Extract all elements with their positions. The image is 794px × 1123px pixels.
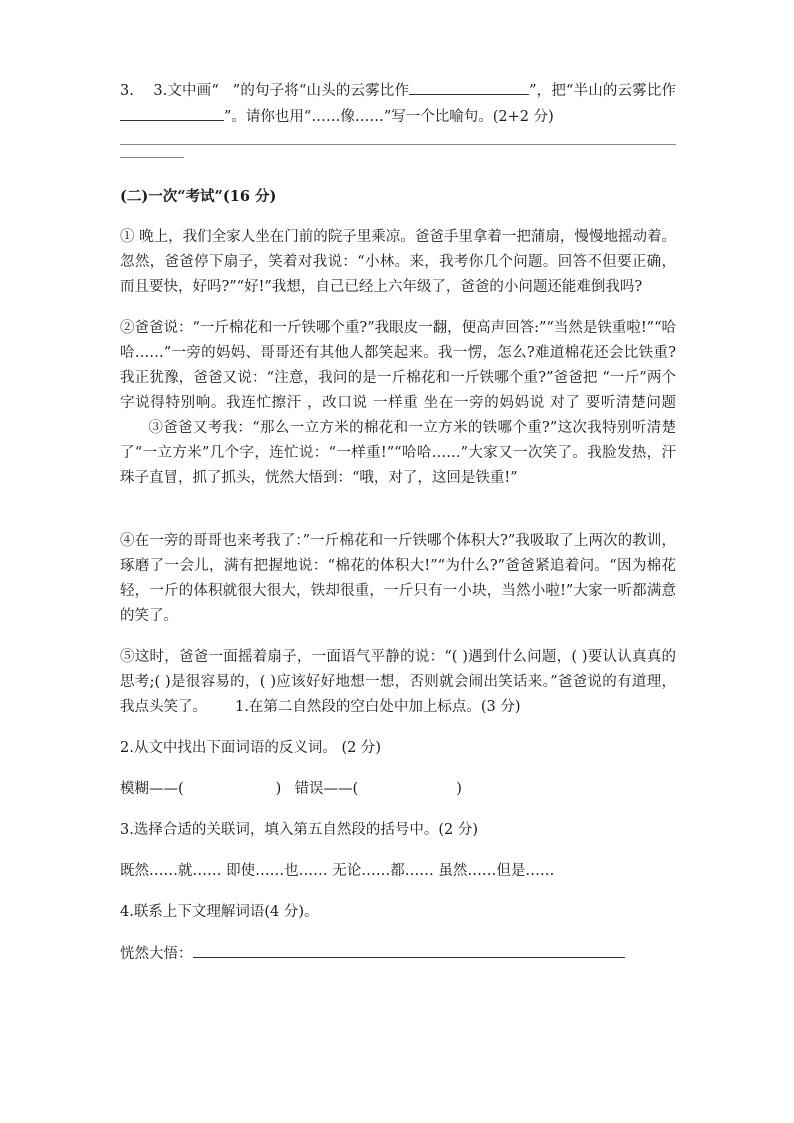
question-1: 1.在第二自然段的空白处中加上标点。(3 分) (235, 699, 521, 715)
question-2-answers (120, 777, 676, 802)
question-3-text-d: 的云雾比作 (602, 83, 676, 99)
antonym-prompt-1: 模糊——( (120, 781, 184, 797)
question-3-conjunctions: 3.选择合适的关联词，填入第五自然段的括号中。(2 分) (120, 822, 478, 838)
antonym-paren-1: ) (275, 781, 282, 797)
antonym-paren-2: ) (456, 781, 462, 797)
passage-paragraph-2-text: ②爸爸说：“一斤棉花和一斤铁哪个重?”我眼皮一翻，便高声回答:”“当然是铁重啦!”“哈哈……”一旁的妈妈、哥哥还有其他人都笑起来。我一愣，怎么?难道棉花还会比铁重?我正犹豫，爸爸又说：“注意，我问的是一斤棉花和一斤铁哪个重?”爸爸把 “一斤”两个字说得特别响。我连忙擦汗 ，改口说 一样重 坐在一旁的妈妈说 对了 要听清楚问题 (120, 320, 676, 411)
passage-paragraph-5 (120, 645, 676, 720)
answer-line-word[interactable] (193, 941, 625, 958)
passage-paragraph-3-text: ③爸爸又考我：“那么一立方米的棉花和一立方米的铁哪个重?”这次我特别听清楚了“一立方米”几个字，连忙说：“一样重!”“哈哈……”大家又一次笑了。我脸发热，汗珠子直冒，抓了抓头，恍然大悟到：“哦，对了，这回是铁重!” (120, 420, 676, 486)
question-4: 4.联系上下文理解词语(4 分)。 (120, 904, 319, 920)
passage-paragraph-2 (120, 316, 676, 491)
question-3-text-e: ”。请你也用“……像……”写一个比喻句。(2+2 分) (224, 109, 554, 125)
conjunction-options: 既然……就…… 即使……也…… 无论……都…… 虽然……但是…… (120, 863, 555, 879)
section-title: (二)一次“考试”(16 分) (120, 188, 277, 205)
word-label: 恍然大悟： (120, 946, 193, 962)
question-4-answer (120, 941, 676, 967)
answer-blank-2[interactable] (120, 104, 224, 121)
antonym-prompt-2: 错误——( (294, 781, 359, 797)
worksheet-page (120, 78, 676, 967)
question-3-number: 3. (120, 83, 134, 99)
question-3-text-c: ”，把“半山 (529, 83, 603, 99)
passage-paragraph-5-text: ⑤这时，爸爸一面摇着扇子，一面语气平静的说：“( )遇到什么问题，( )要认认真真的思考;( )是很容易的，( )应该好好地想一想，否则就会闹出笑话来。”爸爸说的有道理，我点头笑了。 (120, 649, 676, 715)
answer-line-continued[interactable] (120, 157, 184, 158)
question-3-text-b: ”的句子将“山头的云雾比作 (232, 83, 410, 99)
question-3 (120, 78, 676, 130)
passage-paragraph-1: ① 晚上，我们全家人坐在门前的院子里乘凉。爸爸手里拿着一把蒲扇，慢慢地摇动着。 忽然，爸爸停下扇子，笑着对我说：“小林。来，我考你几个问题。回答不但要正确，而且要快，好吗?”“好!”我想，自己已经上六年级了，爸爸的小问题还能难倒我吗? (120, 229, 676, 295)
question-3-text-a: 3.文中画“ (153, 83, 219, 99)
answer-line[interactable] (120, 144, 676, 145)
passage-paragraph-4: ④在一旁的哥哥也来考我了：”一斤棉花和一斤铁哪个体积大?”我吸取了上两次的教训，琢磨了一会儿，满有把握地说：“棉花的体积大!”“为什么?”爸爸紧追着问。“因为棉花轻，一斤的体积就很大很大，铁却很重，一斤只有一小块，当然小啦!”大家一听都满意的笑了。 (120, 533, 676, 624)
question-2: 2.从文中找出下面词语的反义词。 (2 分) (120, 740, 382, 756)
answer-blank-1[interactable] (409, 78, 529, 95)
